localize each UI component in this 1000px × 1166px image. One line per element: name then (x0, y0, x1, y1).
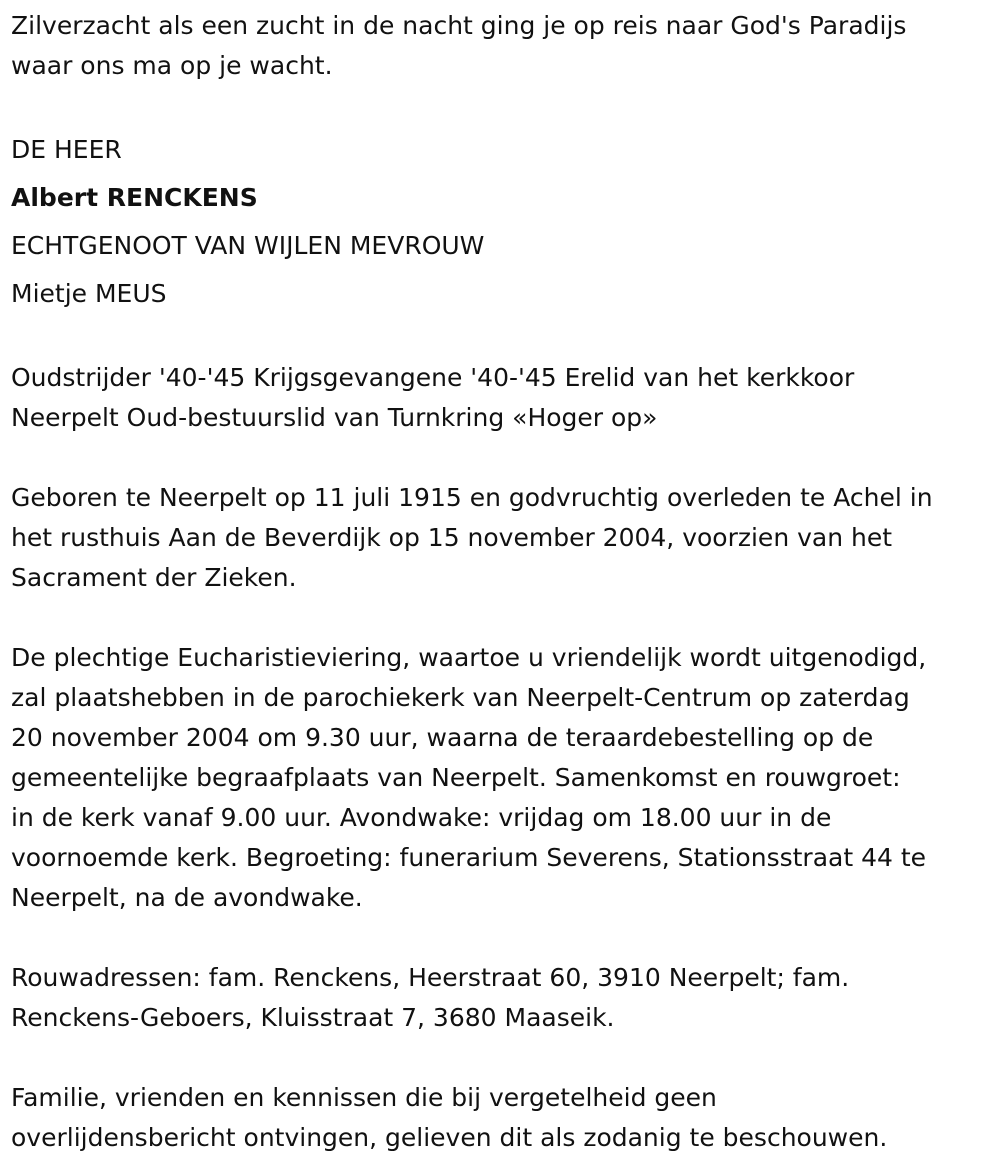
notice-paragraph (11, 1078, 996, 1158)
addresses-line: Rouwadressen: fam. Renckens, Heerstraat 60, 3910 Neerpelt; fam. (11, 963, 850, 992)
ceremony-paragraph (11, 638, 996, 918)
spouse-label: ECHTGENOOT VAN WIJLEN MEVROUW (11, 231, 485, 260)
notice-line: overlijdensbericht ontvingen, gelieven dit als zodanig te beschouwen. (11, 1123, 888, 1152)
ceremony-line: in de kerk vanaf 9.00 uur. Avondwake: vrijdag om 18.00 uur in de (11, 803, 832, 832)
birth-death-paragraph (11, 478, 996, 598)
honors-line: Oudstrijder '40-'45 Krijgsgevangene '40-'45 Erelid van het kerkkoor (11, 363, 855, 392)
ceremony-line: De plechtige Eucharistieviering, waartoe u vriendelijk wordt uitgenodigd, (11, 643, 927, 672)
addresses-line: Renckens-Geboers, Kluisstraat 7, 3680 Maaseik. (11, 1003, 615, 1032)
birth-death-line: Sacrament der Zieken. (11, 563, 297, 592)
honors-line: Neerpelt Oud-bestuurslid van Turnkring «Hoger op» (11, 403, 658, 432)
ceremony-line: zal plaatshebben in de parochiekerk van Neerpelt-Centrum op zaterdag (11, 683, 910, 712)
intro-verse (11, 6, 996, 86)
deceased-name: Albert RENCKENS (11, 183, 258, 212)
honors-paragraph (11, 358, 996, 438)
obituary-document (11, 6, 996, 1158)
birth-death-line: het rusthuis Aan de Beverdijk op 15 november 2004, voorzien van het (11, 523, 893, 552)
deceased-title: DE HEER (11, 135, 122, 164)
notice-line: Familie, vrienden en kennissen die bij vergetelheid geen (11, 1083, 717, 1112)
addresses-paragraph (11, 958, 996, 1038)
intro-line: waar ons ma op je wacht. (11, 51, 333, 80)
ceremony-line: gemeentelijke begraafplaats van Neerpelt. Samenkomst en rouwgroet: (11, 763, 901, 792)
ceremony-line: voornoemde kerk. Begroeting: funerarium Severens, Stationsstraat 44 te (11, 843, 927, 872)
deceased-block (11, 126, 996, 318)
ceremony-line: 20 november 2004 om 9.30 uur, waarna de teraardebestelling op de (11, 723, 874, 752)
spouse-name: Mietje MEUS (11, 279, 167, 308)
birth-death-line: Geboren te Neerpelt op 11 juli 1915 en godvruchtig overleden te Achel in (11, 483, 933, 512)
intro-line: Zilverzacht als een zucht in de nacht ging je op reis naar God's Paradijs (11, 11, 907, 40)
ceremony-line: Neerpelt, na de avondwake. (11, 883, 363, 912)
